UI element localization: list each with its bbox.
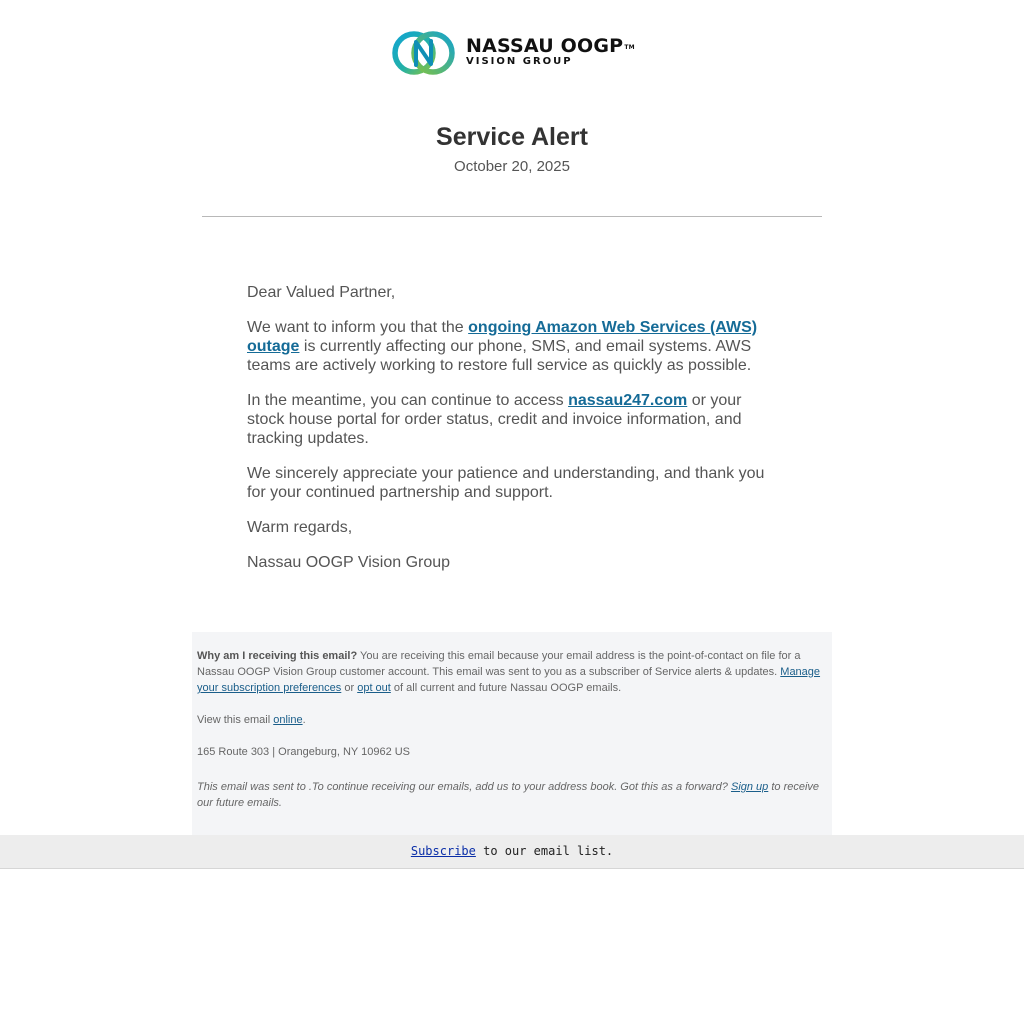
paragraph-access: In the meantime, you can continue to access nassau247.com or your stock house portal for order status, credit and invoice information, and tracking updates. [247,392,742,447]
aws-outage-link[interactable]: ongoing Amazon Web Services (AWS) outage [247,319,758,355]
page-title: Service Alert [436,123,588,151]
opt-out-link[interactable]: opt out [357,682,391,694]
header-divider [202,216,822,217]
logo-name: NASSAU OOGP [466,35,624,57]
logo-subtitle: VISION GROUP [466,56,573,67]
subscribe-link[interactable]: Subscribe [410,844,476,858]
greeting: Dear Valued Partner, [247,284,396,301]
sign-up-link[interactable]: Sign up [730,781,769,793]
closing: Warm regards, [247,519,353,536]
view-online-text: View this email online. [197,714,306,726]
email-footer [192,632,832,835]
paragraph-thanks: We sincerely appreciate your patience and understanding, and thank you for your continued partnership and support. [247,465,765,501]
subscribe-text: to our email list. [475,844,614,858]
nassau-logo-icon [392,28,458,78]
paragraph-outage: We want to inform you that the ongoing Amazon Web Services (AWS) outage is currently affecting our phone, SMS, and email systems. AWS teams are actively working to restore full service as quickly as possible. [247,319,758,374]
why-receiving-text: Why am I receiving this email? You are receiving this email because your email address is the point-of-contact on file for a Nassau OOGP Vision Group customer account. This email was sent to you as a subscriber of Service alerts & updates. Manage your subscription preferences or opt out of all current and future Nassau OOGP emails. [197,650,821,694]
forward-notice: This email was sent to .To continue receiving our emails, add us to your address book. Got this as a forward? Sign up to receive our future emails. [197,781,820,809]
nassau247-link[interactable]: nassau247.com [568,392,688,409]
postal-address: 165 Route 303 | Orangeburg, NY 10962 US [197,746,411,758]
why-receiving-label: Why am I receiving this email? [197,650,358,662]
logo-wordmark [466,36,635,67]
message-body [247,283,772,588]
subscribe-bar [0,835,1024,869]
manage-preferences-link[interactable]: Manage your subscription preferences [197,666,821,694]
brand-logo [392,28,635,78]
alert-date: October 20, 2025 [454,158,570,175]
logo-trademark: TM [624,44,635,51]
signature: Nassau OOGP Vision Group [247,554,451,571]
view-online-link[interactable]: online [273,714,303,726]
